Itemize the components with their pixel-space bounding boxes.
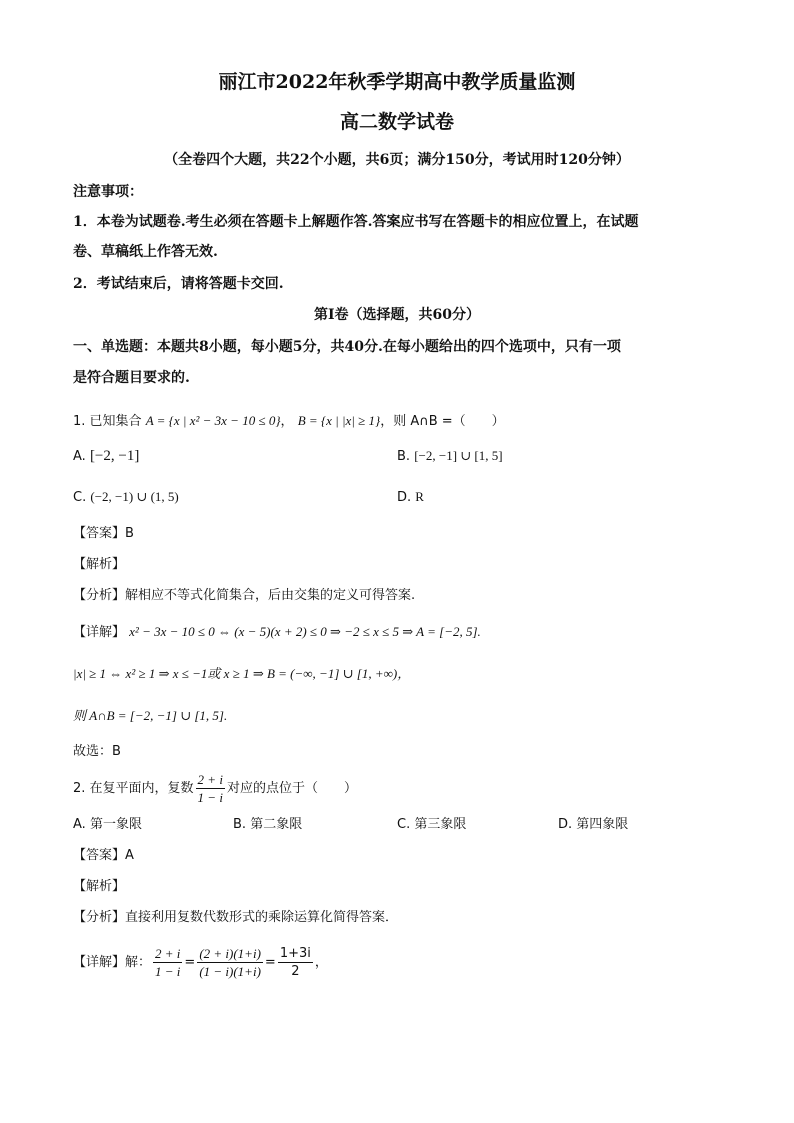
- notes-item-1-cont: 卷、草稿纸上作答无效.: [73, 244, 218, 260]
- exam-subtitle: 高二数学试卷: [339, 111, 454, 133]
- q1-set-a: A = {x | x² − 3x − 10 ≤ 0}: [145, 413, 281, 428]
- q2-detail: [73, 944, 328, 982]
- q2-option-b: [233, 815, 302, 835]
- q2-detail-f2-numerator: (2 + i)(1+i): [199, 946, 261, 961]
- q2-detail-f1-denominator: 1 − i: [155, 964, 181, 979]
- section-instructions-cont: 是符合题目要求的.: [73, 370, 190, 386]
- q1-detail-2-math: |x| ≥ 1 ⇔ x² ≥ 1 ⇒ x ≤ −1或 x ≥ 1 ⇒ B = (−∞, −1] ∪ [1, +∞)，: [73, 666, 411, 681]
- q2-answer: 【答案】A: [73, 848, 134, 863]
- q2-fraction-denominator: 1 − i: [197, 790, 223, 805]
- q2-fraction: [196, 771, 225, 806]
- q1-prefix: 1. 已知集合: [73, 414, 142, 429]
- q2-detail-fraction-3: [278, 945, 313, 980]
- q2-option-a-text: 第一象限: [89, 817, 142, 832]
- q2-detail-equals-1: =: [184, 955, 196, 970]
- q2-fenxi: 【分析】直接利用复数代数形式的乘除运算化简得答案．: [73, 910, 399, 925]
- q1-option-c: [73, 487, 179, 508]
- exam-title: 丽江市2022年秋季学期高中教学质量监测: [218, 71, 576, 93]
- q2-detail-tail: ，: [314, 955, 328, 970]
- q1-option-b-text: [−2, −1] ∪ [1, 5]: [414, 448, 503, 463]
- q1-option-a: [73, 446, 139, 467]
- notes-item-2: 2．考试结束后，请将答题卡交回.: [73, 276, 284, 292]
- q2-stem: [73, 770, 357, 808]
- q2-option-d-label: D.: [558, 817, 573, 832]
- q2-detail-fraction-1: [153, 945, 182, 980]
- q2-detail-f2-denominator: (1 − i)(1+i): [199, 964, 261, 979]
- q2-detail-f3-numerator: 1+3i: [279, 946, 311, 961]
- q1-option-c-label: C.: [73, 490, 87, 505]
- q2-suffix: 对应的点位于（ ）: [226, 781, 357, 796]
- q1-option-d-label: D.: [397, 490, 412, 505]
- q2-analysis-heading: 【解析】: [73, 879, 126, 894]
- q1-option-d-text: R: [415, 489, 424, 504]
- q1-answer: 【答案】B: [73, 526, 134, 541]
- section-instructions: 一、单选题：本题共8小题，每小题5分，共40分.在每小题给出的四个选项中，只有一项: [73, 339, 621, 355]
- q2-option-b-label: B.: [233, 817, 247, 832]
- q1-stem: [73, 411, 505, 432]
- q1-option-b-label: B.: [397, 449, 411, 464]
- notes-item-1: 1．本卷为试题卷.考生必须在答题卡上解题作答.答案应书写在答题卡的相应位置上，在试题: [73, 214, 639, 230]
- q1-option-a-label: A.: [73, 449, 86, 464]
- q1-choose: 故选：B: [73, 744, 121, 759]
- q1-option-d: [397, 487, 424, 508]
- q1-detail-label: 【详解】: [73, 625, 126, 640]
- q1-suffix: ，则 A∩B =（ ）: [380, 414, 505, 429]
- q2-option-c-text: 第三象限: [414, 817, 467, 832]
- q2-option-d-text: 第四象限: [576, 817, 629, 832]
- q1-option-a-text: [−2, −1]: [89, 448, 140, 464]
- q1-option-c-text: (−2, −1) ∪ (1, 5): [90, 489, 179, 504]
- q1-comma: ，: [280, 414, 294, 429]
- q1-set-b: B = {x | |x| ≥ 1}: [297, 413, 381, 428]
- q1-fenxi: 【分析】解相应不等式化简集合，后由交集的定义可得答案.: [73, 588, 416, 603]
- q1-detail-3: [73, 706, 227, 727]
- q1-detail-2: [73, 664, 410, 685]
- q2-detail-label: 【详解】解：: [73, 955, 152, 970]
- q2-option-c-label: C.: [397, 817, 411, 832]
- q2-detail-f1-numerator: 2 + i: [155, 946, 181, 961]
- q2-fraction-numerator: 2 + i: [197, 772, 223, 787]
- section-title: 第Ⅰ卷（选择题，共60分）: [313, 307, 481, 323]
- exam-info: （全卷四个大题，共22个小题，共6页；满分150分，考试用时120分钟）: [164, 152, 630, 168]
- q2-option-d: [558, 815, 628, 835]
- q2-detail-fraction-2: [197, 945, 263, 980]
- q1-detail-3-math: 则 A∩B = [−2, −1] ∪ [1, 5].: [73, 708, 228, 723]
- q2-option-a-label: A.: [73, 817, 86, 832]
- q1-analysis-heading: 【解析】: [73, 557, 126, 572]
- q2-prefix: 2. 在复平面内，复数: [73, 781, 194, 796]
- q1-option-b: [397, 446, 503, 467]
- q1-detail-1-math: x² − 3x − 10 ≤ 0 ⇔ (x − 5)(x + 2) ≤ 0 ⇒ −2 ≤ x ≤ 5 ⇒ A = [−2, 5].: [129, 624, 481, 639]
- q2-option-c: [397, 815, 466, 835]
- q2-option-b-text: 第二象限: [250, 817, 303, 832]
- q2-option-a: [73, 815, 142, 835]
- notes-heading: 注意事项：: [73, 184, 143, 200]
- q2-detail-equals-2: =: [264, 955, 276, 970]
- q1-detail-1: [73, 622, 481, 643]
- q2-detail-f3-denominator: 2: [291, 964, 300, 979]
